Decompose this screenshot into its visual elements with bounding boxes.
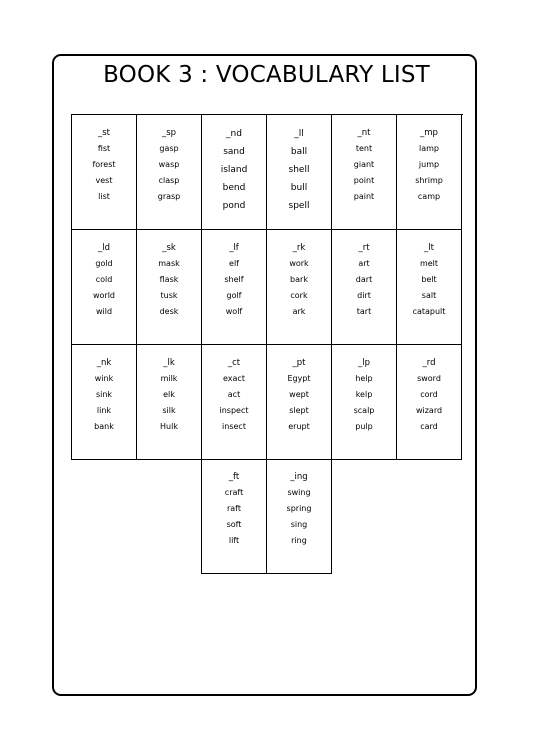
vocab-cell-heading: _lt <box>424 243 434 253</box>
vocab-word: silk <box>162 406 176 415</box>
vocab-word: raft <box>226 504 241 513</box>
vocab-word: flask <box>159 275 179 284</box>
vocab-cell <box>72 230 137 345</box>
vocab-word: insect <box>222 422 246 431</box>
vocab-cell <box>202 115 267 230</box>
vocab-word: belt <box>421 275 437 284</box>
vocab-cell-heading: _ld <box>97 243 110 253</box>
vocab-word: work <box>289 259 309 268</box>
vocab-cell <box>267 345 332 460</box>
vocab-word: link <box>96 406 112 415</box>
vocab-word: pond <box>222 201 246 211</box>
vocab-word: salt <box>421 291 437 300</box>
vocab-cell <box>397 230 462 345</box>
vocab-word: slept <box>289 406 309 415</box>
vocab-word: sink <box>95 390 113 399</box>
vocab-word: act <box>227 390 241 399</box>
vocab-word: sing <box>290 520 308 529</box>
vocab-cell <box>72 115 137 230</box>
vocab-cell-heading: _ct <box>227 358 241 368</box>
vocab-word: elf <box>229 259 239 268</box>
vocab-cell-heading: _sk <box>162 243 176 253</box>
vocab-word: gold <box>95 259 113 268</box>
vocab-cell-heading: _sp <box>161 128 177 138</box>
vocab-word: ring <box>291 536 307 545</box>
vocab-word: cork <box>290 291 308 300</box>
vocab-word: clasp <box>158 176 180 185</box>
vocab-cell <box>202 230 267 345</box>
vocab-word: wink <box>94 374 114 383</box>
vocab-word: wept <box>289 390 309 399</box>
vocab-word: art <box>358 259 370 268</box>
vocab-cell <box>332 345 397 460</box>
vocab-cell <box>267 459 332 574</box>
vocab-word: help <box>355 374 373 383</box>
vocab-word: Hulk <box>160 422 178 431</box>
vocab-word: gasp <box>159 144 179 153</box>
vocab-word: Egypt <box>287 374 311 383</box>
vocab-word: erupt <box>288 422 310 431</box>
vocab-cell <box>397 115 462 230</box>
vocab-word: world <box>92 291 116 300</box>
vocab-word: dart <box>355 275 373 284</box>
vocab-word: cold <box>95 275 113 284</box>
vocab-word: sand <box>223 147 245 157</box>
vocab-cell-heading: _st <box>97 128 110 138</box>
vocab-word: card <box>420 422 438 431</box>
vocab-word: tart <box>356 307 372 316</box>
vocab-word: shelf <box>224 275 244 284</box>
vocab-word: golf <box>226 291 242 300</box>
vocab-word: wild <box>95 307 113 316</box>
vocab-word: swing <box>287 488 311 497</box>
vocab-cell <box>332 230 397 345</box>
vocab-word: giant <box>353 160 375 169</box>
vocab-word: desk <box>159 307 179 316</box>
vocab-word: shell <box>288 165 310 175</box>
vocab-word: point <box>353 176 375 185</box>
vocab-cell-heading: _nd <box>226 129 242 139</box>
vocabulary-grid-bottom-row <box>201 459 332 574</box>
vocab-cell-heading: _ing <box>290 472 308 482</box>
vocab-word: cord <box>420 390 438 399</box>
vocab-word: mask <box>158 259 180 268</box>
vocab-word: fist <box>97 144 111 153</box>
vocab-cell-heading: _lf <box>229 243 239 253</box>
vocab-word: bark <box>290 275 308 284</box>
vocab-cell-heading: _nt <box>357 128 371 138</box>
vocab-word: catapult <box>412 307 446 316</box>
vocab-cell-heading: _mp <box>420 128 438 138</box>
vocab-cell <box>137 345 202 460</box>
vocab-cell <box>137 115 202 230</box>
vocab-word: ark <box>292 307 306 316</box>
vocab-word: spell <box>288 201 310 211</box>
vocab-word: kelp <box>355 390 373 399</box>
vocab-word: sword <box>417 374 441 383</box>
vocab-cell <box>397 345 462 460</box>
vocab-cell-heading: _nk <box>96 358 112 368</box>
vocab-word: craft <box>224 488 244 497</box>
vocab-word: wasp <box>158 160 180 169</box>
vocab-word: pulp <box>355 422 373 431</box>
vocab-word: lamp <box>419 144 439 153</box>
vocab-cell <box>72 345 137 460</box>
vocab-word: soft <box>226 520 242 529</box>
vocab-cell-heading: _ll <box>294 129 304 139</box>
vocab-cell <box>267 230 332 345</box>
vocab-word: wizard <box>415 406 443 415</box>
vocab-word: ball <box>290 147 308 157</box>
vocab-cell-heading: _rk <box>292 243 306 253</box>
vocab-cell <box>332 115 397 230</box>
vocab-word: tent <box>355 144 373 153</box>
vocab-word: island <box>220 165 248 175</box>
vocab-word: bull <box>290 183 308 193</box>
vocab-word: list <box>98 192 110 201</box>
vocab-word: jump <box>418 160 440 169</box>
vocab-cell <box>137 230 202 345</box>
vocab-word: wolf <box>225 307 243 316</box>
vocab-cell-heading: _ft <box>228 472 240 482</box>
vocab-word: vest <box>95 176 113 185</box>
vocab-cell-heading: _lp <box>357 358 370 368</box>
vocab-word: camp <box>417 192 441 201</box>
vocab-word: bend <box>222 183 246 193</box>
vocab-word: tusk <box>160 291 178 300</box>
vocab-cell-heading: _lk <box>163 358 175 368</box>
vocab-word: dirt <box>357 291 371 300</box>
vocab-word: spring <box>286 504 312 513</box>
vocab-word: elk <box>163 390 175 399</box>
vocab-word: bank <box>94 422 114 431</box>
vocab-word: grasp <box>157 192 181 201</box>
vocab-word: lift <box>228 536 240 545</box>
vocab-cell <box>267 115 332 230</box>
vocab-cell-heading: _rd <box>422 358 436 368</box>
vocab-cell-heading: _rt <box>358 243 370 253</box>
vocab-word: melt <box>419 259 439 268</box>
vocab-word: milk <box>160 374 178 383</box>
page-title: BOOK 3 : VOCABULARY LIST <box>103 62 430 88</box>
vocab-word: exact <box>223 374 245 383</box>
vocab-cell <box>202 459 267 574</box>
vocabulary-grid <box>71 114 463 460</box>
vocab-word: inspect <box>219 406 249 415</box>
vocab-word: paint <box>353 192 375 201</box>
vocab-word: shrimp <box>415 176 443 185</box>
vocab-word: scalp <box>353 406 375 415</box>
vocab-cell-heading: _pt <box>292 358 306 368</box>
vocab-cell <box>202 345 267 460</box>
vocab-word: forest <box>92 160 116 169</box>
